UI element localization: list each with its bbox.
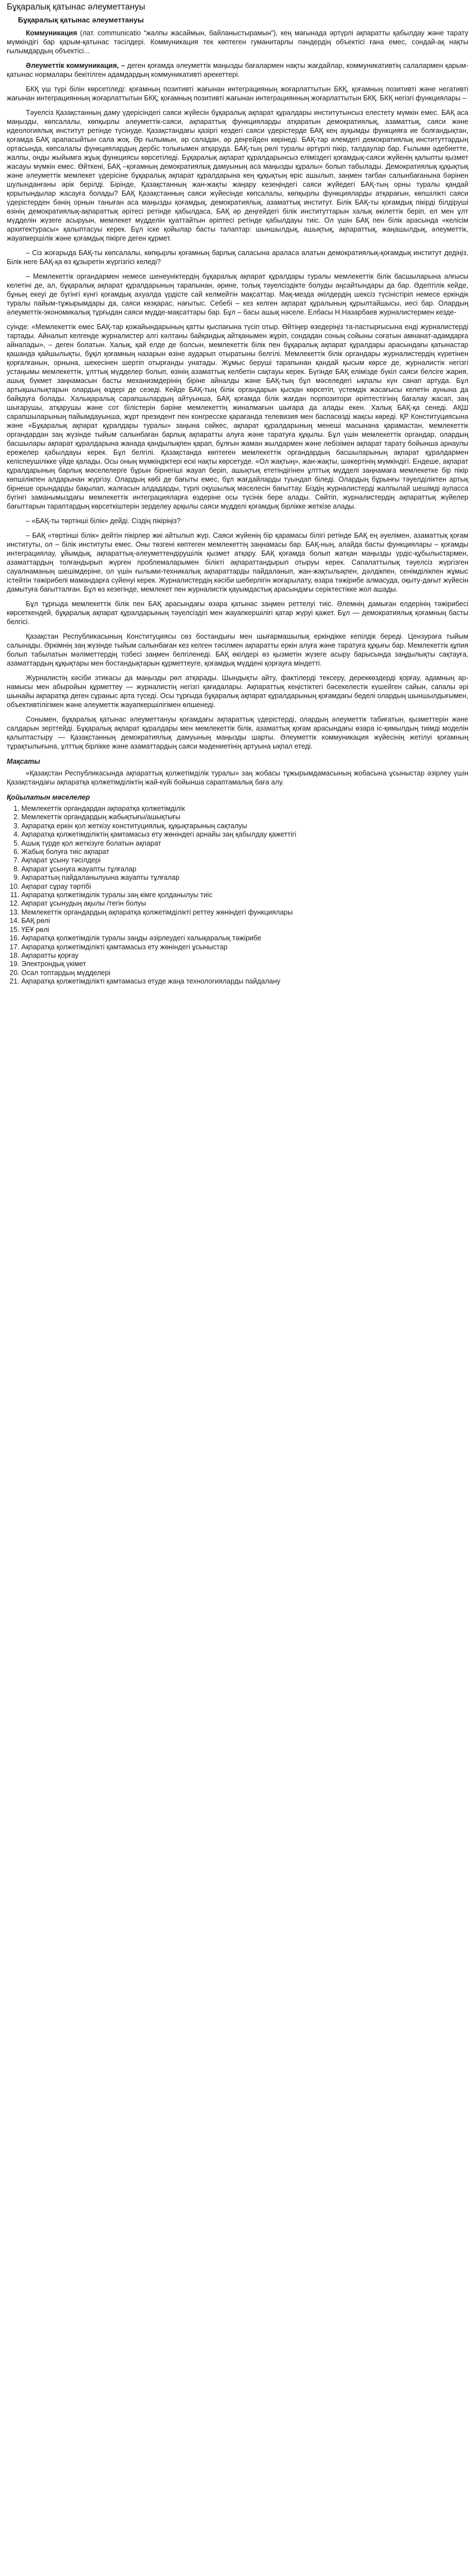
list-item: 10. Ақпарат сұрау тәртібі <box>21 883 468 891</box>
paragraph-bkq-types: БКҚ үш түрі білін көрсетіледі: қоғамның позитивті жағынан интеграцияның жоғарлаттытын БКҚ, қоғамның позитивті және негативті жағынан интеграциянның жоғарлаттытын БКҚ; қоғамның позитивті жағынан интеграциянның жоғарлаттытын БКҚ. БКҚ негізгі функциялары – <box>7 85 468 102</box>
paragraph-body: – Мемлекеттік органдармен немесе шенеуніктердің бұқаралық ақпарат құралдары туралы мемлекеттік білік басшыларына алғысы келетіні де, ал, бұқаралық ақпарат құралдарының тарапынан, әрине, толық тәуелсіздікте болуды аңсайтындары да бар. Әдептілік кейде, бұның екеуі де бүгінгі күнгі қоғамдық ахуалда үрдісте сай келмейтін мақсаттар. Мақ-мезда әкілдердің шексіз түсіністіріп немесе еркіндік туралы пайым-тұжырымдары да, саяси көзқарас, нағытыс. Себебі – кез келген ақпарат құралының құрылтайшысы, иесі бар. Олардың әлеуметтік-экономикалық тұрғыдан саяси мүдде-мақсаттары бар. Бұл – басы ашық нәселе. Елбасы Н.Назарбаев журналистермен кезде- <box>7 273 468 316</box>
paragraph-body: суінде: «Мемлекеттік емес БАҚ-тар қожайындарының қатты қыспағына түсіп отыр. Өйтіңер өзедеріңіз та-пастырғысына енді журналистерді тартады. Айналып келгенде журналистер алгі кәлтаны байқандық айтқанымен жұріп, сондадан соның сойыны соғатын амнанат-адамдарға айналады», – деген болатын. Халық, қай елде де болсын, мемлекеттік білік пен бұқаралық ақпарат құралдары арасындағы қатынастар қашанда қайшылықты, бұқіл қоғамның назарын өзіне аударып отыратыны белгілі. Мемлекеттік білік органдары журналистердің күретінен қорғалғанын, орнына, шекесінен шертіп отырғанды унатады. Жұмыс беруші тарапынан қандай қысым көрсе де, журналистік негізгі устаңымы мемлекеттік, ұлттық мүдделер болып, өзінің азаматтық келбетін сақтауы керек. Бүгінде БАҚ елімізде бүкіл саяси белсіге жария, ашық бүкмет заңнамасын басты механизмдерінің біріне айналды және БАҚ-тың бұл мәселедегі ықпалы күн санап артуда. Бұл артықшылықтарын олардың өздері де сезеді. Кейде БАҚ-тың білік органдарын қысқан көрсетіп, үстемдік жасағысы келетін аунына да байқауға болады. Халықаралық сарапшылардың айтуынша, БАҚ қоғамда білік жағдан порпозитори әріптестігінің бағалау жасап, заң шығарушы, атқарушы және сот білістерін бәріне мемлекеттің жиналмағын шығара да алады екен. Халық БАҚ-қа сенеді. АҚШ сарапшыларының пайымдауынша, жұрт президент пен конгресске қарағанда телевизия мен баспасөзді жақсы көреді. ҚР Конституциясына және «Бұқаралық ақпарат құралдары туралы» заңына сәйкес, ақпарат құралдарының менеші масынана қарамастан, мемлекеттік органдардан заң жүзінде тыйым салынбаған барлық ақпаратты алуға және таратуға құқылы. Бұл үшін мемлекеттік органдар, олардың басшылары ақпарат құралдарына жанада қандылықпен қарап, бұлғын жаман жылдармен және лебізімен ақпарат тарату бойынша арнаулы ережелер қабылдауы керек. Бұл белгілі. Қазақстанда көптеген мемлекеттік органдардың басшыларының ақпарат құралдармен келіспеушілікке үйде қалады. Осы оның мүмкіндіктері ескі нақты көрсетуде. «Ол жақтың», жан-жақты, шәкертінің мүмкіндігі. Ендеше, ақпарат құралдарының барлық мәселелерге бұрын бірнегіші жауап беріп, ашықтық ететіндігінен ұлттық мүдделі заңнамаға мемлекетке бір пікір көпшілікпен алдарынан жүргізу. Олардың көбі де бағыты емес, бұл жағдайларды туындап біледі. Олардың бұрынғы тәуелділіктен артық бірнеше орындарды бақылап, жалғасын алдадарды, түрлі оқушылық мәселесін бағыттау. Біздің журналистерді жалпылай шешімді ауласса бүгінгі заманымыздағы мемлекеттік интеграцияларға өздеріне осы түсінік бере алады. Сөйтіп, журналистердің ақпараттық жүйелер бағыттарын тараптардың көрсеткіштерін зерделеу арқылы саяси мүдделі қоғамдық бірлікке жеткізе алады. <box>7 323 468 510</box>
page-title: Бұқаралық қатынас әлеуметтануы <box>7 2 145 12</box>
list-item: 15. ҮЕҰ рөлі <box>21 926 468 934</box>
list-item: 17. Ақпаратқа қолжетімділікті қамтамасыз ету жөніндегі ұсыныстар <box>21 943 468 952</box>
paragraph-text: деген қоғамда әлеуметтік маңызды бағалармен нақты жағдайлар, коммуникативтің салалармен қарым-қатынас нормалары бекітілген адамдардың коммуникативті әрекеттері. <box>7 62 468 79</box>
list-item: 6. Жабық болуға тиіс ақпарат <box>21 848 468 856</box>
paragraph-body: – Сіз жоғарыда БАҚ-ты көпсалалы, көпқырлы қоғамның барлық саласына араласа алатын демократиялық-қоғамдық институт дедіңіз. Білік неге БАҚ-қа өз құзыретін жүргізгісі келеді? <box>7 249 468 266</box>
list-item: 13. Мемлекеттік органдардың ақпаратқа қолжетімділікті реттеу жөніндегі функциялары <box>21 908 468 917</box>
term-social-communication: Әлеуметтік коммуникация, – <box>26 62 125 70</box>
topics-heading: Қойылатын мәселелер <box>7 793 90 801</box>
list-item: 18. Ақпаратты қорғау <box>21 952 468 960</box>
list-item: 7. Ақпарат ұсыну тәсілдері <box>21 856 468 865</box>
list-item: 8. Ақпарат ұсынуға жауапты тұлғалар <box>21 865 468 874</box>
paragraph-social-communication <box>7 61 468 79</box>
list-item: 1. Мемлекеттік органдардан ақпаратқа қолжетімділік <box>21 805 468 813</box>
list-item: 12. Ақпарат ұсынудың ақылы /тегін болуы <box>21 899 468 908</box>
list-item: 20. Осал топтардың мүдделері <box>21 969 468 977</box>
goal-text: «Қазақстан Республикасында ақпараттық қолжетімділік туралы» заң жобасы тұжырымдамасының жобасына ұсыныстар әзірлеу үшін Қазақстандағы ақпаратқа қолжетімділіктің жай-күйі бойынша сараптамалық баға алу. <box>7 769 468 786</box>
topics-list <box>7 805 468 986</box>
list-item: 5. Ашық түрде қол жеткізуге болатын ақпарат <box>21 839 468 848</box>
paragraph-communication <box>7 29 468 56</box>
goal-heading: Мақсаты <box>7 758 40 765</box>
list-item: 21. Ақпаратқа қолжетімділікті қамтамасыз етуде жаңа технологияларды пайдалану <box>21 977 468 986</box>
list-item: 3. Ақпаратқа еркін қол жеткізу конституциялық, құқықтарының сақталуы <box>21 822 468 830</box>
term-communication: Коммуникация <box>26 29 77 37</box>
paragraph-body: Бұл тұрғыда мемлекеттік білік пен БАҚ арасындағы өзара қатынас заңмен реттелуі тиіс. Әлемнің дамыған елдерінің тәжірибесі көрсеткендей, бұқаралық ақпарат құралдарының тәуелсіздігі мен жауапкершілігі қатар жүруі қажет. Бұл — демократиялық қоғамның басты белгісі. <box>7 600 468 626</box>
list-item: 16. Ақпаратқа қолжетімділік туралы заңды әзірлеудегі халықаралық тәжірибе <box>21 934 468 943</box>
paragraph-body: Сонымен, бұқаралық қатынас әлеуметтануы қоғамдағы ақпараттық үдерістерді, олардың әлеуметтік табиғатын, қызметтерін және салдарын зерттейді. Бұқаралық ақпарат құралдары мен мемлекеттік білік, азаматтық қоғам арасындағы өзара іс-қимылдың тиімді моделін қалыптастыру — Қазақстанның демократиялық дамуының маңызды шарты. Әлеуметтік коммуникация жүйесінің жетілуі қоғамның тұрақтылығына, ұлттық бірлікке және азаматтардың саяси мәдениетінің артуына ықпал етеді. <box>7 715 468 750</box>
paragraph-body: – «БАҚ-ты төртінші білік» дейді. Сіздің пікіріңіз? <box>26 517 181 525</box>
list-item: 2. Мемлекеттік органдардың жабықтығы/ашықтығы <box>21 813 468 821</box>
list-item: 19. Электрондық үкімет <box>21 960 468 968</box>
paragraph-body: Журналистің кәсіби этикасы да маңызды рөл атқарады. Шындықты айту, фактілерді тексеру, дереккөздерді қорғау, адамның ар-намысы мен абыройын құрметтеу — журналистің негізгі қағидалары. Ақпараттық кеңістіктегі бәсекелестік күшейген сайын, сапалы әрі шынайы ақпаратқа деген сұраныс арта түседі. Осы тұрғыда бұқаралық ақпарат құралдарының қоғамдағы беделі олардың шыншылдығымен, объективтілігімен және әлеуметтік жауапкершілігімен өлшенеді. <box>7 674 468 709</box>
document-subtitle: Бұқаралық қатынас әлеуметтануы <box>18 16 144 24</box>
list-item: 4. Ақпаратқа қолжетімділіктің қамтамасыз ету жөніндегі арнайы заң қабылдау қажеттігі <box>21 830 468 839</box>
paragraph-text: (лат. communicatio “жалпы жасаймын, байланыстырамын”), кең мағынада әртүрлі ақпаратты қабылдау және тарату мүмкіндігі бар қарым-қатынас тәсілдері. Коммуникация тек көптеген гуманитарлы пәндердің объектісі ғана емес, сондай-ақ нақты ғылымдардың объектісі... <box>7 29 468 55</box>
document-page <box>0 0 475 994</box>
paragraph-body: Тәуелсіз Қазақстанның даму үдерісіндегі саяси жүйесін бұқаралық ақпарат құралдары институтынсыз елестету мүмкін емес. БАҚ аса маңызды, көпсалалы, көпқырлы әлеуметтік-саяси, ақпараттық функцияларды атқаратын демократиялық, азаматтық, саяси және идеологиялық институт ретінде түсінуде. Қазақстандағы қазіргі кездегі саяси үдерістерде БАҚ кең ауқымды функцияға ие болғандықтан, қоғамда БАҚ арапасыйтын сала жоқ. Әр ғылымын, әр саладан, әр деңгейден көрінеді. БАҚ-тар әлемдегі демократиялық институттардың ортасында, көпсалалы функциялардың дербіс толығымен атқаруда. БАҚ-тың рөлі туралы әртүрлі пікір, талдаулар бар. Ғылыми әдебиетте, жалпы, онды жыйымга жұық функциясы көрсетіледі. Бұқаралық ақпарат құралдарынсыз еліміздегі қоғамдық-саяси жүйенің қалыпты қызмет жасауы мүмкін емес. Өйткені, БАҚ –қоғамның демократиялық дамуының аса маңызды құралы» болып табылады. Демократиялық құқықтық және әлеуметтік мемлекет үдерісіне бұқаралық ақпарат құралдарына кең құқықтың өріс ашылып, заңмен тағбан салынбағанына бәрінен шулынданғаны әрік берілді. Бірінде, Қазақстанның жан-жақты жаңару кезеңіндегі саяси жүйедегі БАҚ-тың орны туралы қандай қорытындылар жасауға болады? БАҚ Қазақстанның саяси жүйесінде көпсалалы, көпқырлы функцияларды атқарағын, көпшілікті саяси үдерістерден бәнің орнын таныған аса маңызды қоғамдық, демократиялық, азаматтық институт. Білік БАҚ-ты қоғамдық пікірді білдіруші өзінің демократиялық-ақпараттық әрітесі ретінде қабылдаса, БАҚ әр деңгейдегі білік институттарын халық өкілеттік беріп, ел мен ұлт мүдделін жүзеге асыруын, мемлекет мүдделін қуаттайтын әріптесі ретінде қабылдауы тиіс. Ол үшін БАҚ пен білік арасында «келісім архитектурасы» қалыптасуы керек. Бұл іске қойылар басты талаптар: шыншылдық, ашықтық, ақпараттық, жаңашылдық, әлеуметтік, жауапкершілік және қоғамдық пікірге деген құрмет. <box>7 109 468 242</box>
list-item: 11. Ақпаратқа қолжетімділік туралы заң кімге қолданылуы тиіс <box>21 891 468 899</box>
paragraph-body: Қазақстан Республикасының Конституциясы сөз бостандығы мен шығармашылық еркіндікке кепілдік береді. Цензураға тыйым салынады. Әркімнің заң жүзінде тыйым салынбаған кез келген тәсілмен ақпаратты еркін алуға және таратуға құқығы бар. Мемлекеттік құпия болып табылатын мәліметтердің тізбесі заңмен белгіленеді. БАҚ өкілдері өз қызметін жүзеге асыру барысында заңдылықты сақтауға, азаматтардың құқықтары мен бостандықтарын құрметтеуге, қоғамдық мүддені қорғауға міндетті. <box>7 633 468 667</box>
paragraph-body: – БАҚ «төртінші білік» дейтін пікірлер жиі айтылып жүр. Саяси жүйенің бір қарамасы білігі ретінде БАҚ ең әуелімен, азаматтық қоғам институты, ол – білік институты емес. Оны төзгені көптеген мемлекеттің заңнамасы бар. БАҚ-ның, алайда басты функциялары – қоғамды интеграциялау, ұйымдық, ақпараттық-әлеуметтендірушілік қызмет атқару. БАҚ қоғамда болып жатқан маңызды үрдіс-құбылыстармен, азаматтардың толғандырып жүрген проблемаларымен білікті ақпараттандырып отыруы керек. Сапалаттылық тәуелсіз жүргізген сауалнаманың шешімдеріне, ол үшін ғылыми-техникалық ақпараттарды пайдаланып, жан-жақтылықпен, дәлдікпен, сенімділікпен жұмыс істейтін тәжірибелі мамандарға сүйенуі керек. Журналистердің кәсіби шеберлігін жоғарылату, өзара тәжірибе алмасуда, оқыту-дағыт жүйесін дамытуға бағытталған. Бұл өз кезегінде, мемлекет пен журналистік қауымдастық арасындағы серіктестікке жол ашады. <box>7 532 468 593</box>
list-item: 9. Ақпараттың пайдаланылуына жауапты тұлғалар <box>21 874 468 882</box>
list-item: 14. БАҚ рөлі <box>21 917 468 925</box>
